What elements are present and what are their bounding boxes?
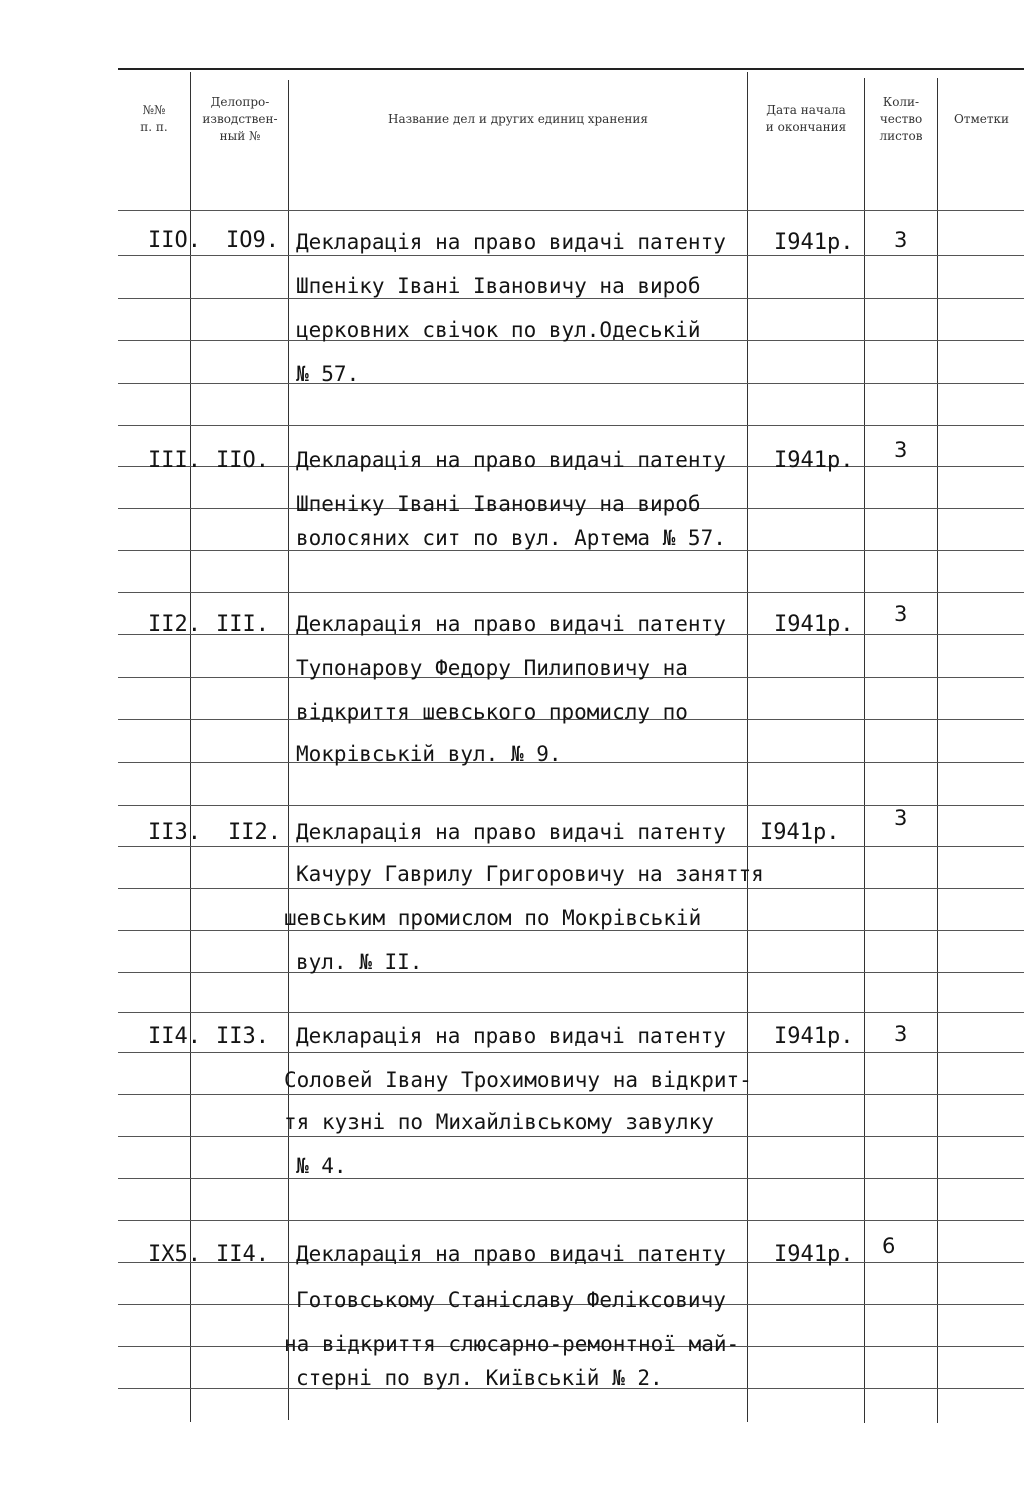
record-title-line: Декларація на право видачі патенту	[296, 230, 726, 254]
ledger-line	[118, 1052, 1024, 1053]
record-title-line: № 4.	[296, 1154, 347, 1178]
record-sheets: 3	[894, 438, 908, 462]
record-no: IX5.	[148, 1242, 201, 1267]
record-date: I941р.	[774, 612, 854, 637]
record-no: III.	[148, 448, 201, 473]
record-title-line: вул. № II.	[296, 950, 423, 974]
record-sheets: 3	[894, 602, 908, 626]
record-date: I941р.	[774, 448, 854, 473]
header-col-no	[118, 84, 190, 154]
header-col-dates-line1: Дата начала	[766, 103, 846, 117]
col-divider-5	[937, 78, 938, 1423]
record-title-line: Декларація на право видачі патенту	[296, 448, 726, 472]
ledger-line	[118, 1178, 1024, 1179]
header-col-sheets-line3: листов	[879, 128, 923, 143]
header-col-dates-line2: и окончания	[765, 120, 847, 134]
record-date: I941р.	[774, 1024, 854, 1049]
record-date: I941р.	[760, 820, 840, 845]
record-title-line: Декларація на право видачі патенту	[296, 612, 726, 636]
ledger-line	[118, 762, 1024, 763]
record-title-line: Шпеніку Івані Івановичу на вироб	[296, 274, 701, 298]
ledger-line	[118, 1136, 1024, 1137]
header-col-notes	[939, 84, 1024, 154]
record-title-line: Соловей Івану Трохимовичу на відкрит-	[284, 1068, 752, 1092]
record-title-line: Готовському Станіславу Феліксовичу	[296, 1288, 726, 1312]
record-title-line: Декларація на право видачі патенту	[296, 1242, 726, 1266]
ledger-line	[118, 1220, 1024, 1221]
record-title-line: відкриття шевського промислу по	[296, 700, 688, 724]
record-title-line: волосяних сит по вул. Артема № 57.	[296, 526, 726, 550]
header-col-dates	[749, 84, 863, 154]
col-divider-4	[864, 78, 865, 1423]
record-title-line: церковних свічок по вул.Одеській	[296, 318, 701, 342]
record-title-line: Тупонарову Федору Пилиповичу на	[296, 656, 688, 680]
ledger-line	[118, 592, 1024, 593]
ledger-line	[118, 210, 1024, 211]
record-title-line: шевським промислом по Мокрівській	[284, 906, 702, 930]
record-date: I941р.	[774, 230, 854, 255]
record-office-no: II4.	[216, 1242, 269, 1267]
header-col-title-text: Название дел и других единиц хранения	[387, 111, 648, 126]
record-no: II3.	[148, 820, 201, 845]
record-title-line: на відкриття слюсарно-ремонтної май-	[284, 1332, 740, 1356]
col-divider-2	[288, 80, 289, 1420]
record-title-line: Декларація на право видачі патенту	[296, 1024, 726, 1048]
ledger-line	[118, 255, 1024, 256]
record-title-line: Качуру Гаврилу Григоровичу на заняття	[296, 862, 764, 886]
header-top-rule	[118, 68, 1024, 70]
ledger-line	[118, 550, 1024, 551]
header-col-sheets-line2: чество	[879, 111, 923, 126]
header-col-sheets	[866, 84, 936, 154]
ledger-line	[118, 1012, 1024, 1013]
record-date: I941р.	[774, 1242, 854, 1267]
header-col-title	[290, 84, 746, 154]
record-no: II4.	[148, 1024, 201, 1049]
record-office-no: IIO.	[216, 448, 269, 473]
header-col-no-line2: п. п.	[140, 120, 168, 134]
ledger-line	[118, 383, 1024, 384]
record-office-no: II2.	[228, 820, 281, 845]
ledger-line	[118, 846, 1024, 847]
ledger-line	[118, 888, 1024, 889]
header-col-office-line2: изводствен-	[202, 111, 278, 126]
record-title-line: Мокрівській вул. № 9.	[296, 742, 562, 766]
record-title-line: № 57.	[296, 362, 360, 386]
header-col-office-line3: ный №	[219, 128, 261, 143]
record-no: II2.	[148, 612, 201, 637]
ledger-line	[118, 972, 1024, 973]
ledger-line	[118, 930, 1024, 931]
header-col-office-line1: Делопро-	[210, 94, 270, 109]
record-office-no: III.	[216, 612, 269, 637]
record-office-no: IO9.	[226, 228, 279, 253]
record-no: IIO.	[148, 228, 201, 253]
header-col-notes-text: Отметки	[953, 111, 1010, 126]
record-title-line: Шпеніку Івані Івановичу на вироб	[296, 492, 701, 516]
header-col-no-line1: №№	[142, 103, 166, 117]
header-col-sheets-line1: Коли-	[882, 94, 920, 109]
record-sheets: 6	[882, 1234, 896, 1258]
ledger-line	[118, 1094, 1024, 1095]
record-title-line: Декларація на право видачі патенту	[296, 820, 726, 844]
record-title-line: тя кузні по Михайлівському завулку	[284, 1110, 714, 1134]
record-sheets: 3	[894, 806, 908, 830]
record-title-line: стерні по вул. Київській № 2.	[296, 1366, 663, 1390]
ledger-line	[118, 298, 1024, 299]
header-col-office-no	[192, 84, 288, 154]
record-sheets: 3	[894, 228, 908, 252]
record-office-no: II3.	[216, 1024, 269, 1049]
record-sheets: 3	[894, 1022, 908, 1046]
ledger-line	[118, 805, 1024, 806]
ledger-line	[118, 425, 1024, 426]
